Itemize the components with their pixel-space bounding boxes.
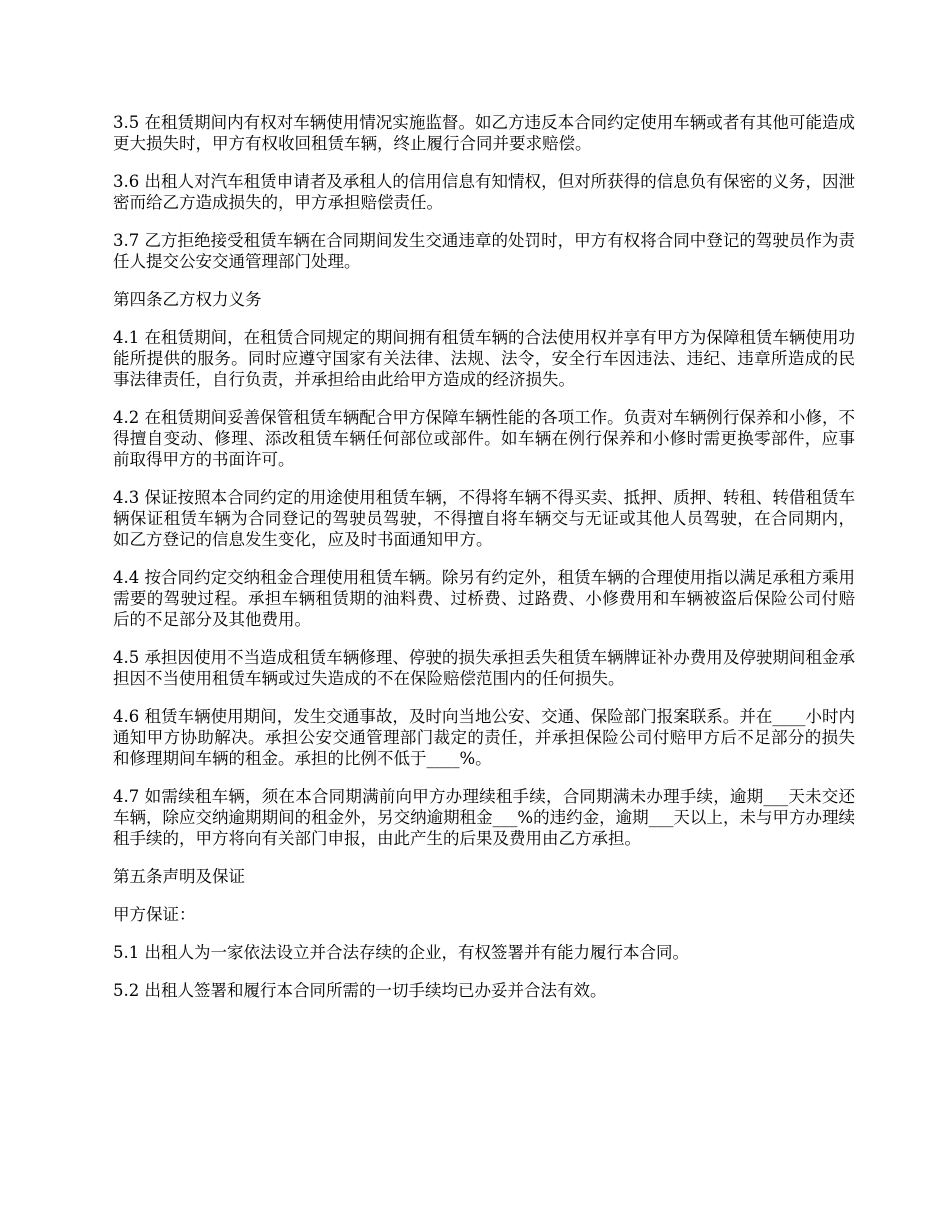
clause-3-6: 3.6 出租人对汽车租赁申请者及承租人的信用信息有知情权，但对所获得的信息负有保密的义务，因泄密而给乙方造成损失的，甲方承担赔偿责任。 [113, 172, 855, 212]
clause-5-1: 5.1 出租人为一家依法设立并合法存续的企业，有权签署并有能力履行本合同。 [113, 943, 689, 962]
clause-4-7: 4.7 如需续租车辆，须在本合同期满前向甲方办理续租手续，合同期满未办理手续，逾期___天未交还车辆，除应交纳逾期期间的租金外，另交纳逾期租金___%的违约金，逾期___天以上，未与甲方办理续租手续的，甲方将向有关部门申报，由此产生的后果及费用由乙方承担。 [113, 787, 855, 848]
clause-4-6: 4.6 租赁车辆使用期间，发生交通事故，及时向当地公安、交通、保险部门报案联系。并在____小时内通知甲方协助解决。承担公安交通管理部门裁定的责任，并承担保险公司付赔甲方后不足部分的损失和修理期间车辆的租金。承担的比例不低于____%。 [113, 707, 855, 768]
document-body [113, 112, 855, 1001]
clause-4-5: 4.5 承担因使用不当造成租赁车辆修理、停驶的损失承担丢失租赁车辆牌证补办费用及停驶期间租金承担因不当使用租赁车辆或过失造成的不在保险赔偿范围内的任何损失。 [113, 648, 855, 688]
clause-3-5: 3.5 在租赁期间内有权对车辆使用情况实施监督。如乙方违反本合同约定使用车辆或者有其他可能造成更大损失时，甲方有权收回租赁车辆，终止履行合同并要求赔偿。 [113, 113, 855, 153]
party-a-guarantee-heading: 甲方保证： [113, 905, 196, 924]
clause-4-4: 4.4 按合同约定交纳租金合理使用租赁车辆。除另有约定外，租赁车辆的合理使用指以满足承租方乘用需要的驾驶过程。承担车辆租赁期的油料费、过桥费、过路费、小修费用和车辆被盗后保险公司付赔后的不足部分及其他费用。 [113, 568, 855, 629]
section-heading-article-5: 第五条声明及保证 [113, 867, 245, 886]
clause-4-1: 4.1 在租赁期间，在租赁合同规定的期间拥有租赁车辆的合法使用权并享有甲方为保障租赁车辆使用功能所提供的服务。同时应遵守国家有关法律、法规、法令，安全行车因违法、违纪、违章所造成的民事法律责任，自行负责，并承担给由此给甲方造成的经济损失。 [113, 328, 855, 389]
clause-4-2: 4.2 在租赁期间妥善保管租赁车辆配合甲方保障车辆性能的各项工作。负责对车辆例行保养和小修，不得擅自变动、修理、添改租赁车辆任何部位或部件。如车辆在例行保养和小修时需更换零部件，应事前取得甲方的书面许可。 [113, 408, 855, 469]
clause-3-7: 3.7 乙方拒绝接受租赁车辆在合同期间发生交通违章的处罚时，甲方有权将合同中登记的驾驶员作为责任人提交公安交通管理部门处理。 [113, 231, 855, 271]
clause-5-2: 5.2 出租人签署和履行本合同所需的一切手续均已办妥并合法有效。 [113, 981, 607, 1000]
clause-4-3: 4.3 保证按照本合同约定的用途使用租赁车辆，不得将车辆不得买卖、抵押、质押、转租、转借租赁车辆保证租赁车辆为合同登记的驾驶员驾驶，不得擅自将车辆交与无证或其他人员驾驶，在合同期内，如乙方登记的信息发生变化，应及时书面通知甲方。 [113, 488, 855, 549]
section-heading-article-4: 第四条乙方权力义务 [113, 290, 262, 309]
